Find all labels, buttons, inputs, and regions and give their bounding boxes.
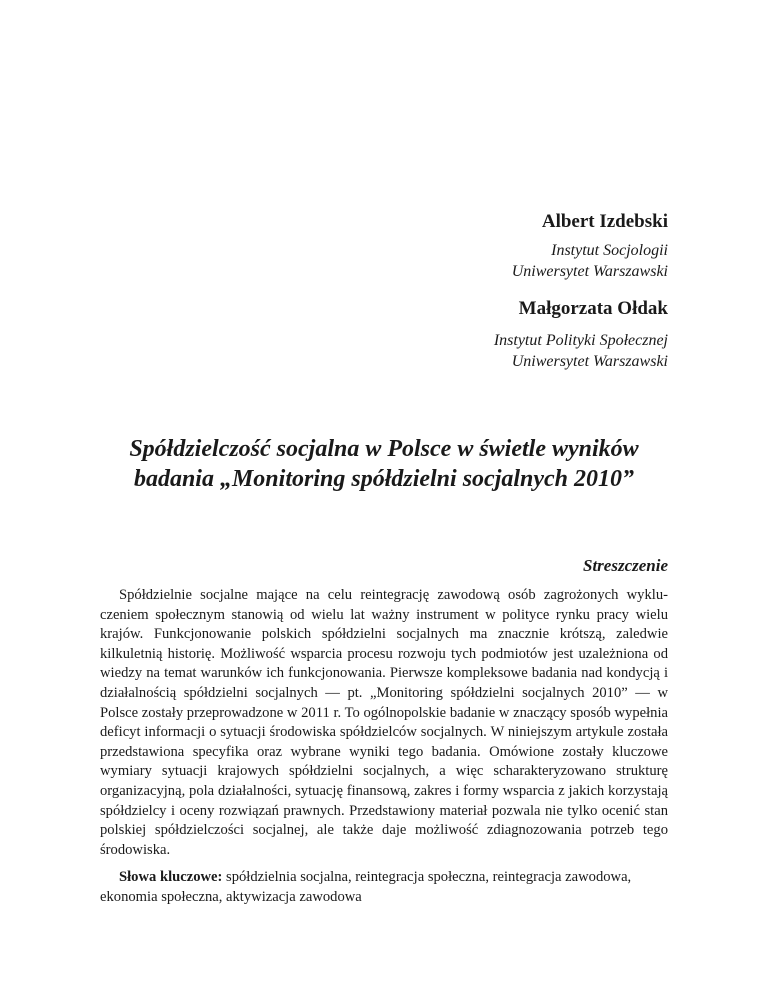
author-affiliation-institute: Instytut Socjologii: [551, 242, 668, 259]
abstract-heading: Streszczenie: [583, 556, 668, 575]
author-block: [494, 297, 668, 372]
article-title-line: badania „Monitoring spółdzielni socjalnych 2010”: [133, 466, 635, 492]
article-title: [100, 434, 668, 494]
author-name: Albert Izdebski: [541, 211, 668, 232]
abstract-text: Spółdzielnie socjalne mające na celu reintegrację zawodową osób zagrożonych wykluczeniem społecznym stanowią od wielu lat ważny instrument w polityce rynku pracy wielu krajów. Funkcjonowanie polskich spółdzielni socjalnych ma znacznie krótszą, zaledwie kilkuletnią historię. Możliwość wsparcia procesu rozwoju tych podmiotów jest uzależniona od wiedzy na temat warunków ich funkcjonowania. Pierwsze kompleksowe badania nad kondycją i działalnością spółdzielni socjalnych — pt. „Monitoring spółdzielni socjalnych 2010” — w Polsce zostały przeprowadzone w 2011 r. To ogólnopolskie badanie w znaczący sposób wypełnia deficyt informacji o sytuacji środowiska spółdzielców socjalnych. W niniejszym artykule została przedstawiona specyfika oraz wybrane wyniki tego badania. Omówione zostały kluczowe wymiary sytuacji krajowych spółdzielni socjalnych, a więc scharakteryzowano strukturę organizacyjną, pola działalności, sytuację finansową, zakres i formy wsparcia z jakich korzystają spółdzielcy i oceny rozwiązań prawnych. Przedstawiony materiał pozwala nie tylko ocenić stan polskiej spółdzielczości socjalnej, ale także daje możliwość zdiagnozowania potrzeb tego środowiska.: [100, 587, 668, 858]
author-block: [494, 210, 668, 282]
author-name: Małgorzata Ołdak: [518, 298, 668, 319]
author-affiliation-university: Uniwersytet Warszawski: [511, 263, 668, 280]
author-affiliation-university: Uniwersytet Warszawski: [511, 353, 668, 370]
author-list: [494, 210, 668, 372]
keywords-text: spółdzielnia socjalna, reintegracja społeczna, reintegracja zawodowa, ekonomia społeczna, aktywizacja zawodowa: [100, 869, 632, 905]
keywords-label: Słowa kluczowe:: [119, 869, 223, 885]
keywords: [100, 868, 668, 907]
author-affiliation-institute: Instytut Polityki Społecznej: [493, 332, 668, 349]
article-title-line: Spółdzielczość socjalna w Polsce w świetle wyników: [129, 436, 639, 462]
